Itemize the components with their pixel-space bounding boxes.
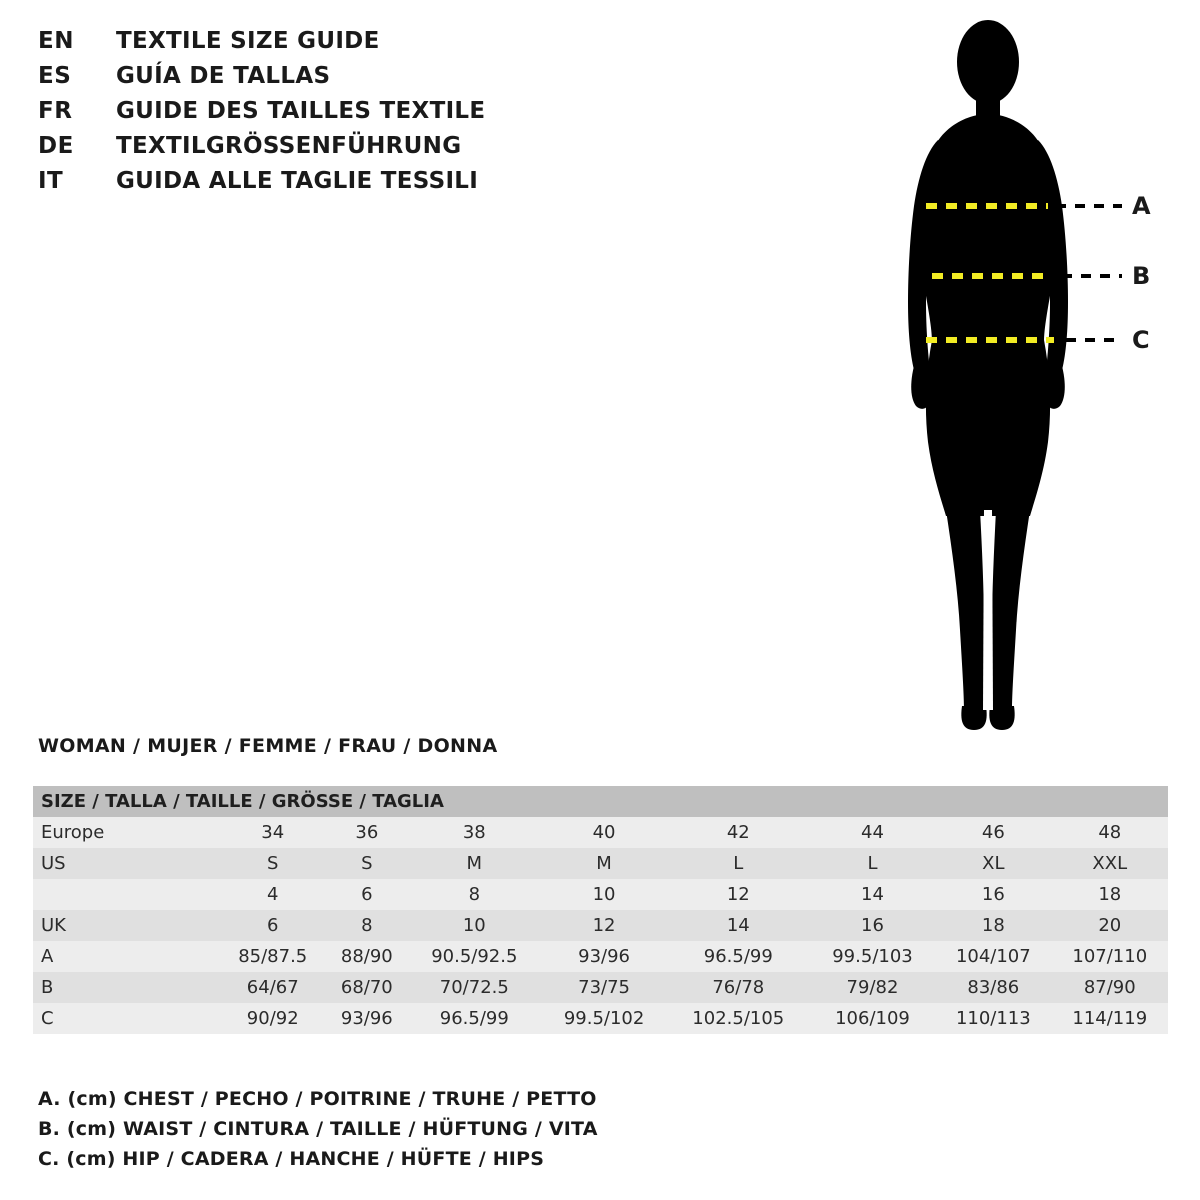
cell: 16 [810, 910, 935, 941]
cell: 90.5/92.5 [407, 941, 541, 972]
table-row [33, 848, 1168, 879]
legend-chest: A. (cm) CHEST / PECHO / POITRINE / TRUHE / PETTO [38, 1088, 597, 1110]
cell: 38 [407, 817, 541, 848]
language-title: TEXTILGRÖSSENFÜHRUNG [116, 133, 462, 159]
measurement-legend [38, 1088, 738, 1178]
table-row [33, 879, 1168, 910]
cell: 73/75 [541, 972, 666, 1003]
language-row-en [38, 28, 598, 63]
cell: 85/87.5 [219, 941, 326, 972]
cell: 44 [810, 817, 935, 848]
cell: 18 [935, 910, 1051, 941]
cell: 12 [667, 879, 810, 910]
cell: 14 [810, 879, 935, 910]
measure-label-b: B [1132, 262, 1151, 290]
cell: S [219, 848, 326, 879]
row-label: B [33, 972, 219, 1003]
cell: 20 [1052, 910, 1168, 941]
table-row [33, 941, 1168, 972]
cell: 87/90 [1052, 972, 1168, 1003]
cell: 107/110 [1052, 941, 1168, 972]
cell: 104/107 [935, 941, 1051, 972]
cell: 102.5/105 [667, 1003, 810, 1034]
body-measurement-figure [860, 10, 1190, 750]
cell: S [326, 848, 407, 879]
cell: XL [935, 848, 1051, 879]
cell: 96.5/99 [407, 1003, 541, 1034]
language-title-list [38, 28, 598, 203]
cell: 6 [326, 879, 407, 910]
cell: 8 [407, 879, 541, 910]
cell: 46 [935, 817, 1051, 848]
language-code: EN [38, 28, 74, 54]
cell: 88/90 [326, 941, 407, 972]
language-code: DE [38, 133, 74, 159]
cell: 70/72.5 [407, 972, 541, 1003]
language-code: IT [38, 168, 64, 194]
language-title: TEXTILE SIZE GUIDE [116, 28, 380, 54]
cell: M [541, 848, 666, 879]
section-title: WOMAN / MUJER / FEMME / FRAU / DONNA [38, 735, 498, 757]
cell: 40 [541, 817, 666, 848]
row-label [33, 879, 219, 910]
measure-label-c: C [1132, 326, 1150, 354]
language-code: ES [38, 63, 72, 89]
cell: 93/96 [326, 1003, 407, 1034]
language-row-fr [38, 98, 598, 133]
row-label: Europe [33, 817, 219, 848]
cell: 48 [1052, 817, 1168, 848]
measure-label-a: A [1132, 192, 1151, 220]
cell: 14 [667, 910, 810, 941]
language-row-de [38, 133, 598, 168]
cell: 110/113 [935, 1003, 1051, 1034]
cell: 99.5/103 [810, 941, 935, 972]
cell: 10 [541, 879, 666, 910]
language-row-it [38, 168, 598, 203]
table-row [33, 910, 1168, 941]
cell: 10 [407, 910, 541, 941]
cell: 34 [219, 817, 326, 848]
language-row-es [38, 63, 598, 98]
cell: 42 [667, 817, 810, 848]
legend-hip: C. (cm) HIP / CADERA / HANCHE / HÜFTE / HIPS [38, 1148, 545, 1170]
table-header-row [33, 786, 1168, 817]
cell: 106/109 [810, 1003, 935, 1034]
table-row [33, 1003, 1168, 1034]
female-silhouette-icon [860, 10, 1190, 750]
cell: L [810, 848, 935, 879]
cell: 4 [219, 879, 326, 910]
cell: 64/67 [219, 972, 326, 1003]
cell: 90/92 [219, 1003, 326, 1034]
cell: 96.5/99 [667, 941, 810, 972]
cell: 114/119 [1052, 1003, 1168, 1034]
cell: 6 [219, 910, 326, 941]
cell: 18 [1052, 879, 1168, 910]
row-label: C [33, 1003, 219, 1034]
cell: 99.5/102 [541, 1003, 666, 1034]
language-title: GUIDA ALLE TAGLIE TESSILI [116, 168, 479, 194]
cell: 8 [326, 910, 407, 941]
row-label: US [33, 848, 219, 879]
table-row [33, 972, 1168, 1003]
row-label: UK [33, 910, 219, 941]
cell: L [667, 848, 810, 879]
language-code: FR [38, 98, 73, 124]
cell: 12 [541, 910, 666, 941]
cell: XXL [1052, 848, 1168, 879]
table-header-label: SIZE / TALLA / TAILLE / GRÖSSE / TAGLIA [33, 786, 1168, 817]
cell: 16 [935, 879, 1051, 910]
cell: 83/86 [935, 972, 1051, 1003]
row-label: A [33, 941, 219, 972]
legend-waist: B. (cm) WAIST / CINTURA / TAILLE / HÜFTUNG / VITA [38, 1118, 598, 1140]
language-title: GUIDE DES TAILLES TEXTILE [116, 98, 486, 124]
cell: 93/96 [541, 941, 666, 972]
language-title: GUÍA DE TALLAS [116, 63, 331, 89]
cell: 76/78 [667, 972, 810, 1003]
cell: 36 [326, 817, 407, 848]
cell: 79/82 [810, 972, 935, 1003]
cell: 68/70 [326, 972, 407, 1003]
cell: M [407, 848, 541, 879]
table-row [33, 817, 1168, 848]
size-chart-table [33, 786, 1168, 1034]
